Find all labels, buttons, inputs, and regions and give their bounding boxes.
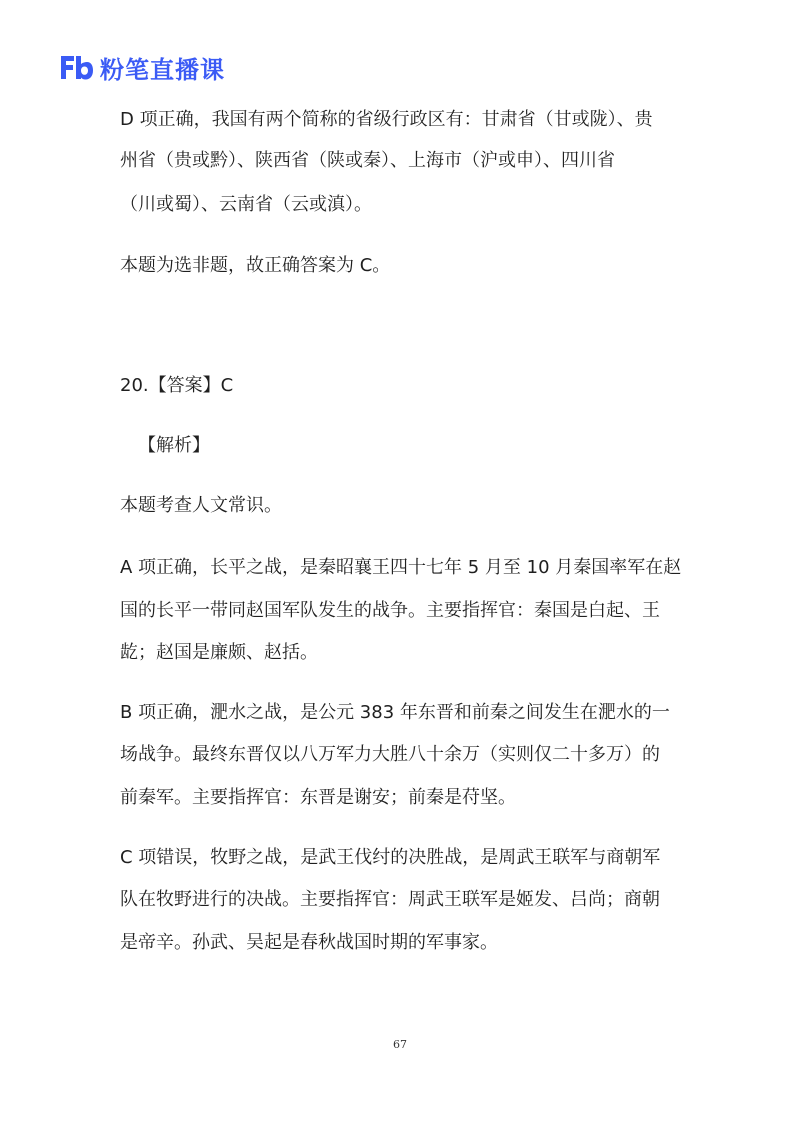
- header: [58, 50, 225, 84]
- text-line: 龁；赵国是廉颇、赵括。: [120, 642, 318, 663]
- text-line: （川或蜀）、云南省（云或滇）。: [120, 194, 372, 215]
- text-line: B 项正确，淝水之战，是公元 383 年东晋和前秦之间发生在淝水的一: [120, 702, 670, 723]
- text-line: C 项错误，牧野之战，是武王伐纣的决胜战，是周武王联军与商朝军: [120, 847, 661, 868]
- brand-name: 粉笔直播课: [100, 55, 225, 84]
- text-line: 国的长平一带同赵国军队发生的战争。主要指挥官：秦国是白起、王: [120, 600, 660, 621]
- text-line: 州省（贵或黔）、陕西省（陕或秦）、上海市（沪或申）、四川省: [120, 150, 615, 171]
- text-line: A 项正确，长平之战，是秦昭襄王四十七年 5 月至 10 月秦国率军在赵: [120, 557, 682, 578]
- page-number: 67: [393, 1038, 407, 1051]
- q20-answer: 20.【答案】C: [120, 375, 234, 396]
- text-line: D 项正确，我国有两个简称的省级行政区有：甘肃省（甘或陇）、贵: [120, 109, 653, 130]
- q20-analysis-label: 【解析】: [138, 435, 210, 456]
- conclusion-19: 本题为选非题，故正确答案为 C。: [120, 255, 391, 276]
- text-line: 前秦军。主要指挥官：东晋是谢安；前秦是苻坚。: [120, 787, 516, 808]
- q20-topic: 本题考查人文常识。: [120, 495, 282, 516]
- text-line: 是帝辛。孙武、吴起是春秋战国时期的军事家。: [120, 932, 498, 953]
- fb-logo-icon: [58, 52, 94, 82]
- text-line: 场战争。最终东晋仅以八万军力大胜八十余万（实则仅二十多万）的: [120, 744, 660, 765]
- text-line: 队在牧野进行的决战。主要指挥官：周武王联军是姬发、吕尚；商朝: [120, 889, 660, 910]
